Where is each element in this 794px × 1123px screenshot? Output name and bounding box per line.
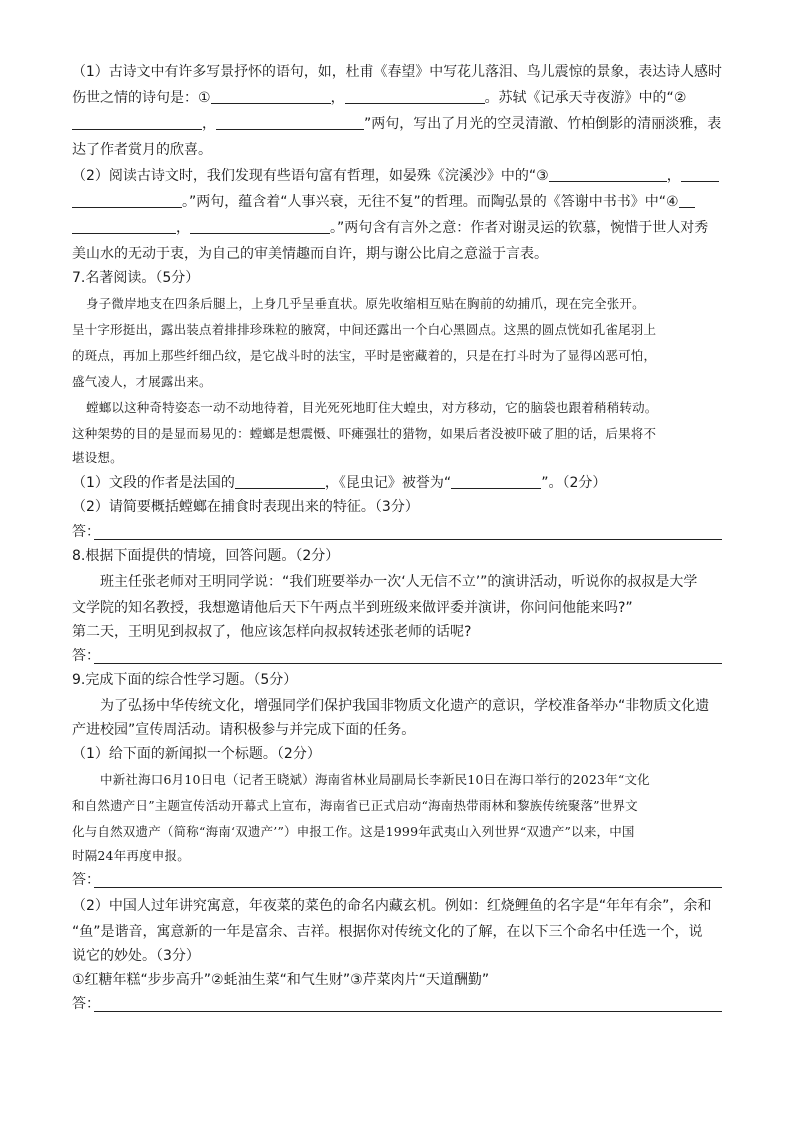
q7-sub2-text: （2）请简要概括螳螂在捕食时表现出来的特征。（3分）: [72, 499, 419, 515]
q6-part1-text: ，: [202, 116, 216, 132]
q7-answer-line[interactable]: [94, 539, 722, 540]
q6-part1-text: 。苏轼《记承天寺夜游》中的“②: [484, 90, 687, 106]
q7-heading-text: 7.名著阅读。（5分）: [72, 270, 200, 286]
news-text: 中新社海口6月10日电（记者王晓斌）海南省林业局副局长李新民10日在海口举行的2023年“文化: [100, 772, 650, 787]
answer-label: 答：: [72, 524, 100, 540]
q7-heading: [72, 268, 199, 288]
q6-part2-text: 美山水的无动于衷，为自己的审美情趣而自许，期与谢公比肩之意溢于言表。: [72, 246, 548, 262]
q6-part1-text: ”两句，写出了月光的空灵清澈、竹柏倒影的清丽淡雅，表: [364, 116, 722, 132]
q6-part2-line1: [72, 166, 719, 186]
author-blank[interactable]: [235, 473, 325, 489]
q7-sub1-text: （1）文段的作者是法国的: [72, 475, 235, 491]
q9-options-text: ①红糖年糕“步步高升”②蚝油生菜“和气生财”③芹菜肉片“天道酬勤”: [72, 972, 490, 988]
q7-sub2: [72, 497, 419, 517]
q9-heading: [72, 670, 297, 690]
passage-text: 螳螂以这种奇特姿态一动不动地待着，目光死死地盯住大蝗虫，对方移动，它的脑袋也跟着稍稍转动。: [86, 400, 658, 415]
q8-text: 第二天，王明见到叔叔了，他应该怎样向叔叔转述张老师的话呢?: [72, 624, 472, 640]
q6-part2-text: ，: [666, 168, 681, 184]
fill-blank-2a[interactable]: [72, 114, 202, 130]
q9-answer-line-2[interactable]: [94, 1011, 722, 1012]
q8-heading-text: 8.根据下面提供的情境，回答问题。（2分）: [72, 548, 340, 564]
q6-part2-line4: [72, 244, 548, 264]
passage-text: 的斑点，再加上那些纤细凸纹，是它战斗时的法宝，平时是密藏着的，只是在打斗时为了显得凶恶可怕，: [72, 348, 657, 363]
q7-passage-line: [72, 346, 656, 366]
q6-part1-text: 伤世之情的诗句是：①: [72, 90, 211, 106]
fill-blank-4a[interactable]: [679, 192, 695, 208]
fill-blank-3c[interactable]: [72, 192, 182, 208]
q8-heading: [72, 546, 339, 566]
q9-sub2-line2: [72, 922, 703, 942]
q9-news-line: [72, 822, 635, 842]
q6-part2-text: 。”两句，蕴含着“人事兴衰，无往不复”的哲理。而陶弘景的《答谢中书书》中“④: [182, 194, 679, 210]
q8-text: 文学院的知名教授，我想邀请他后天下午两点半到班级来做评委并演讲，你问问他能来吗?”: [72, 600, 633, 616]
fill-blank-3b[interactable]: [681, 166, 719, 182]
q9-options: [72, 970, 489, 990]
q6-part1-line2: [72, 88, 686, 108]
passage-text: 呈十字形挺出，露出装点着排排珍珠粒的腋窝，中间还露出一个白心黑圆点。这黑的圆点恍如孔雀尾羽上: [72, 322, 657, 337]
q6-part2-text: （2）阅读古诗文时，我们发现有些语句富有哲理，如晏殊《浣溪沙》中的“③: [72, 168, 549, 184]
q9-sub2-line1: [72, 896, 711, 916]
q6-part1-line3: [72, 114, 721, 134]
q6-part1-line4: [72, 140, 212, 160]
q7-sub1-text: ”。（2分）: [541, 475, 607, 491]
fill-blank-4b[interactable]: [72, 218, 176, 234]
q8-line1: [100, 572, 697, 592]
fill-blank-1b[interactable]: [345, 88, 485, 104]
q9-intro-line2: [72, 720, 415, 740]
q9-news-line: [100, 770, 650, 790]
q9-sub2-text: 说它的妙处。（3分）: [72, 948, 200, 964]
q7-passage-line: [72, 372, 212, 392]
q7-sub1-text: ，《昆虫记》被誉为“: [324, 475, 452, 491]
q9-intro-line1: [100, 696, 709, 716]
answer-label: 答：: [72, 996, 100, 1012]
q9-sub2-text: （2）中国人过年讲究寓意，年夜菜的菜色的命名内藏玄机。例如：红烧鲤鱼的名字是“年年有余”，余和: [72, 898, 712, 914]
fill-blank-3a[interactable]: [549, 166, 667, 182]
q6-part2-line3: [72, 218, 708, 238]
q8-text: 班主任张老师对王明同学说：“我们班要举办一次‘人无信不立’”的演讲活动，听说你的叔叔是大学: [100, 574, 698, 590]
q9-answer-line-1[interactable]: [94, 887, 722, 888]
q9-text: 产进校园”宣传周活动。请积极参与并完成下面的任务。: [72, 722, 416, 738]
q8-line3: [72, 622, 471, 642]
q8-line2: [72, 598, 633, 618]
q7-passage-line: [86, 294, 645, 314]
answer-label: 答：: [72, 872, 100, 888]
q6-part2-line2: [72, 192, 695, 212]
q9-sub2-text: “鱼”是谐音，寓意新的一年是富余、吉祥。根据你对传统文化的了解，在以下三个命名中任选一个，说: [72, 924, 703, 940]
q9-heading-text: 9.完成下面的综合性学习题。（5分）: [72, 672, 298, 688]
q7-passage-line: [72, 448, 123, 468]
q6-part1-line1: [72, 62, 722, 82]
q9-news-line: [72, 846, 190, 866]
q9-news-line: [72, 796, 638, 816]
passage-text: 这种架势的目的是显而易见的：螳螂是想震慑、吓瘫强壮的猎物，如果后者没被吓破了胆的话，后果将不: [72, 426, 657, 441]
fill-blank-1a[interactable]: [211, 88, 331, 104]
news-text: 时隔24年再度申报。: [72, 848, 190, 863]
q7-passage-line: [72, 424, 656, 444]
passage-text: 身子微岸地支在四条后腿上，上身几乎呈垂直状。原先收缩相互贴在胸前的幼捕爪，现在完全张开。: [86, 296, 645, 311]
q6-part1-text: ，: [330, 90, 345, 106]
q6-part2-text: 。”两句含有言外之意：作者对谢灵运的钦慕，惋惜于世人对秀: [330, 220, 709, 236]
fill-blank-2b[interactable]: [216, 114, 364, 130]
q7-passage-line: [86, 398, 658, 418]
q8-answer-line[interactable]: [94, 663, 722, 664]
answer-label: 答：: [72, 648, 100, 664]
title-blank[interactable]: [451, 473, 541, 489]
q9-sub1-text: （1）给下面的新闻拟一个标题。（2分）: [72, 746, 321, 762]
q7-sub1: [72, 473, 606, 493]
news-text: 和自然遗产日”主题宣传活动开幕式上宣布，海南省已正式启动“海南热带雨林和黎族传统聚落”世界文: [72, 798, 638, 813]
q7-passage-line: [72, 320, 656, 340]
q6-part1-text: （1）古诗文中有许多写景抒怀的语句，如，杜甫《春望》中写花儿落泪、鸟儿震惊的景象，表达诗人感时: [72, 64, 722, 80]
news-text: 化与自然双遗产（简称“海南‘双遗产’”）申报工作。这是1999年武夷山入列世界“双遗产”以来，中国: [72, 824, 635, 839]
q9-sub1: [72, 744, 321, 764]
q9-sub2-line3: [72, 946, 200, 966]
fill-blank-4c[interactable]: [190, 218, 330, 234]
passage-text: 堪设想。: [72, 450, 123, 465]
q6-part1-text: 达了作者赏月的欣喜。: [72, 142, 212, 158]
q6-part2-text: ，: [176, 220, 190, 236]
passage-text: 盛气凌人，才展露出来。: [72, 374, 212, 389]
q9-text: 为了弘扬中华传统文化，增强同学们保护我国非物质文化遗产的意识，学校准备举办“非物质文化遗: [100, 698, 710, 714]
